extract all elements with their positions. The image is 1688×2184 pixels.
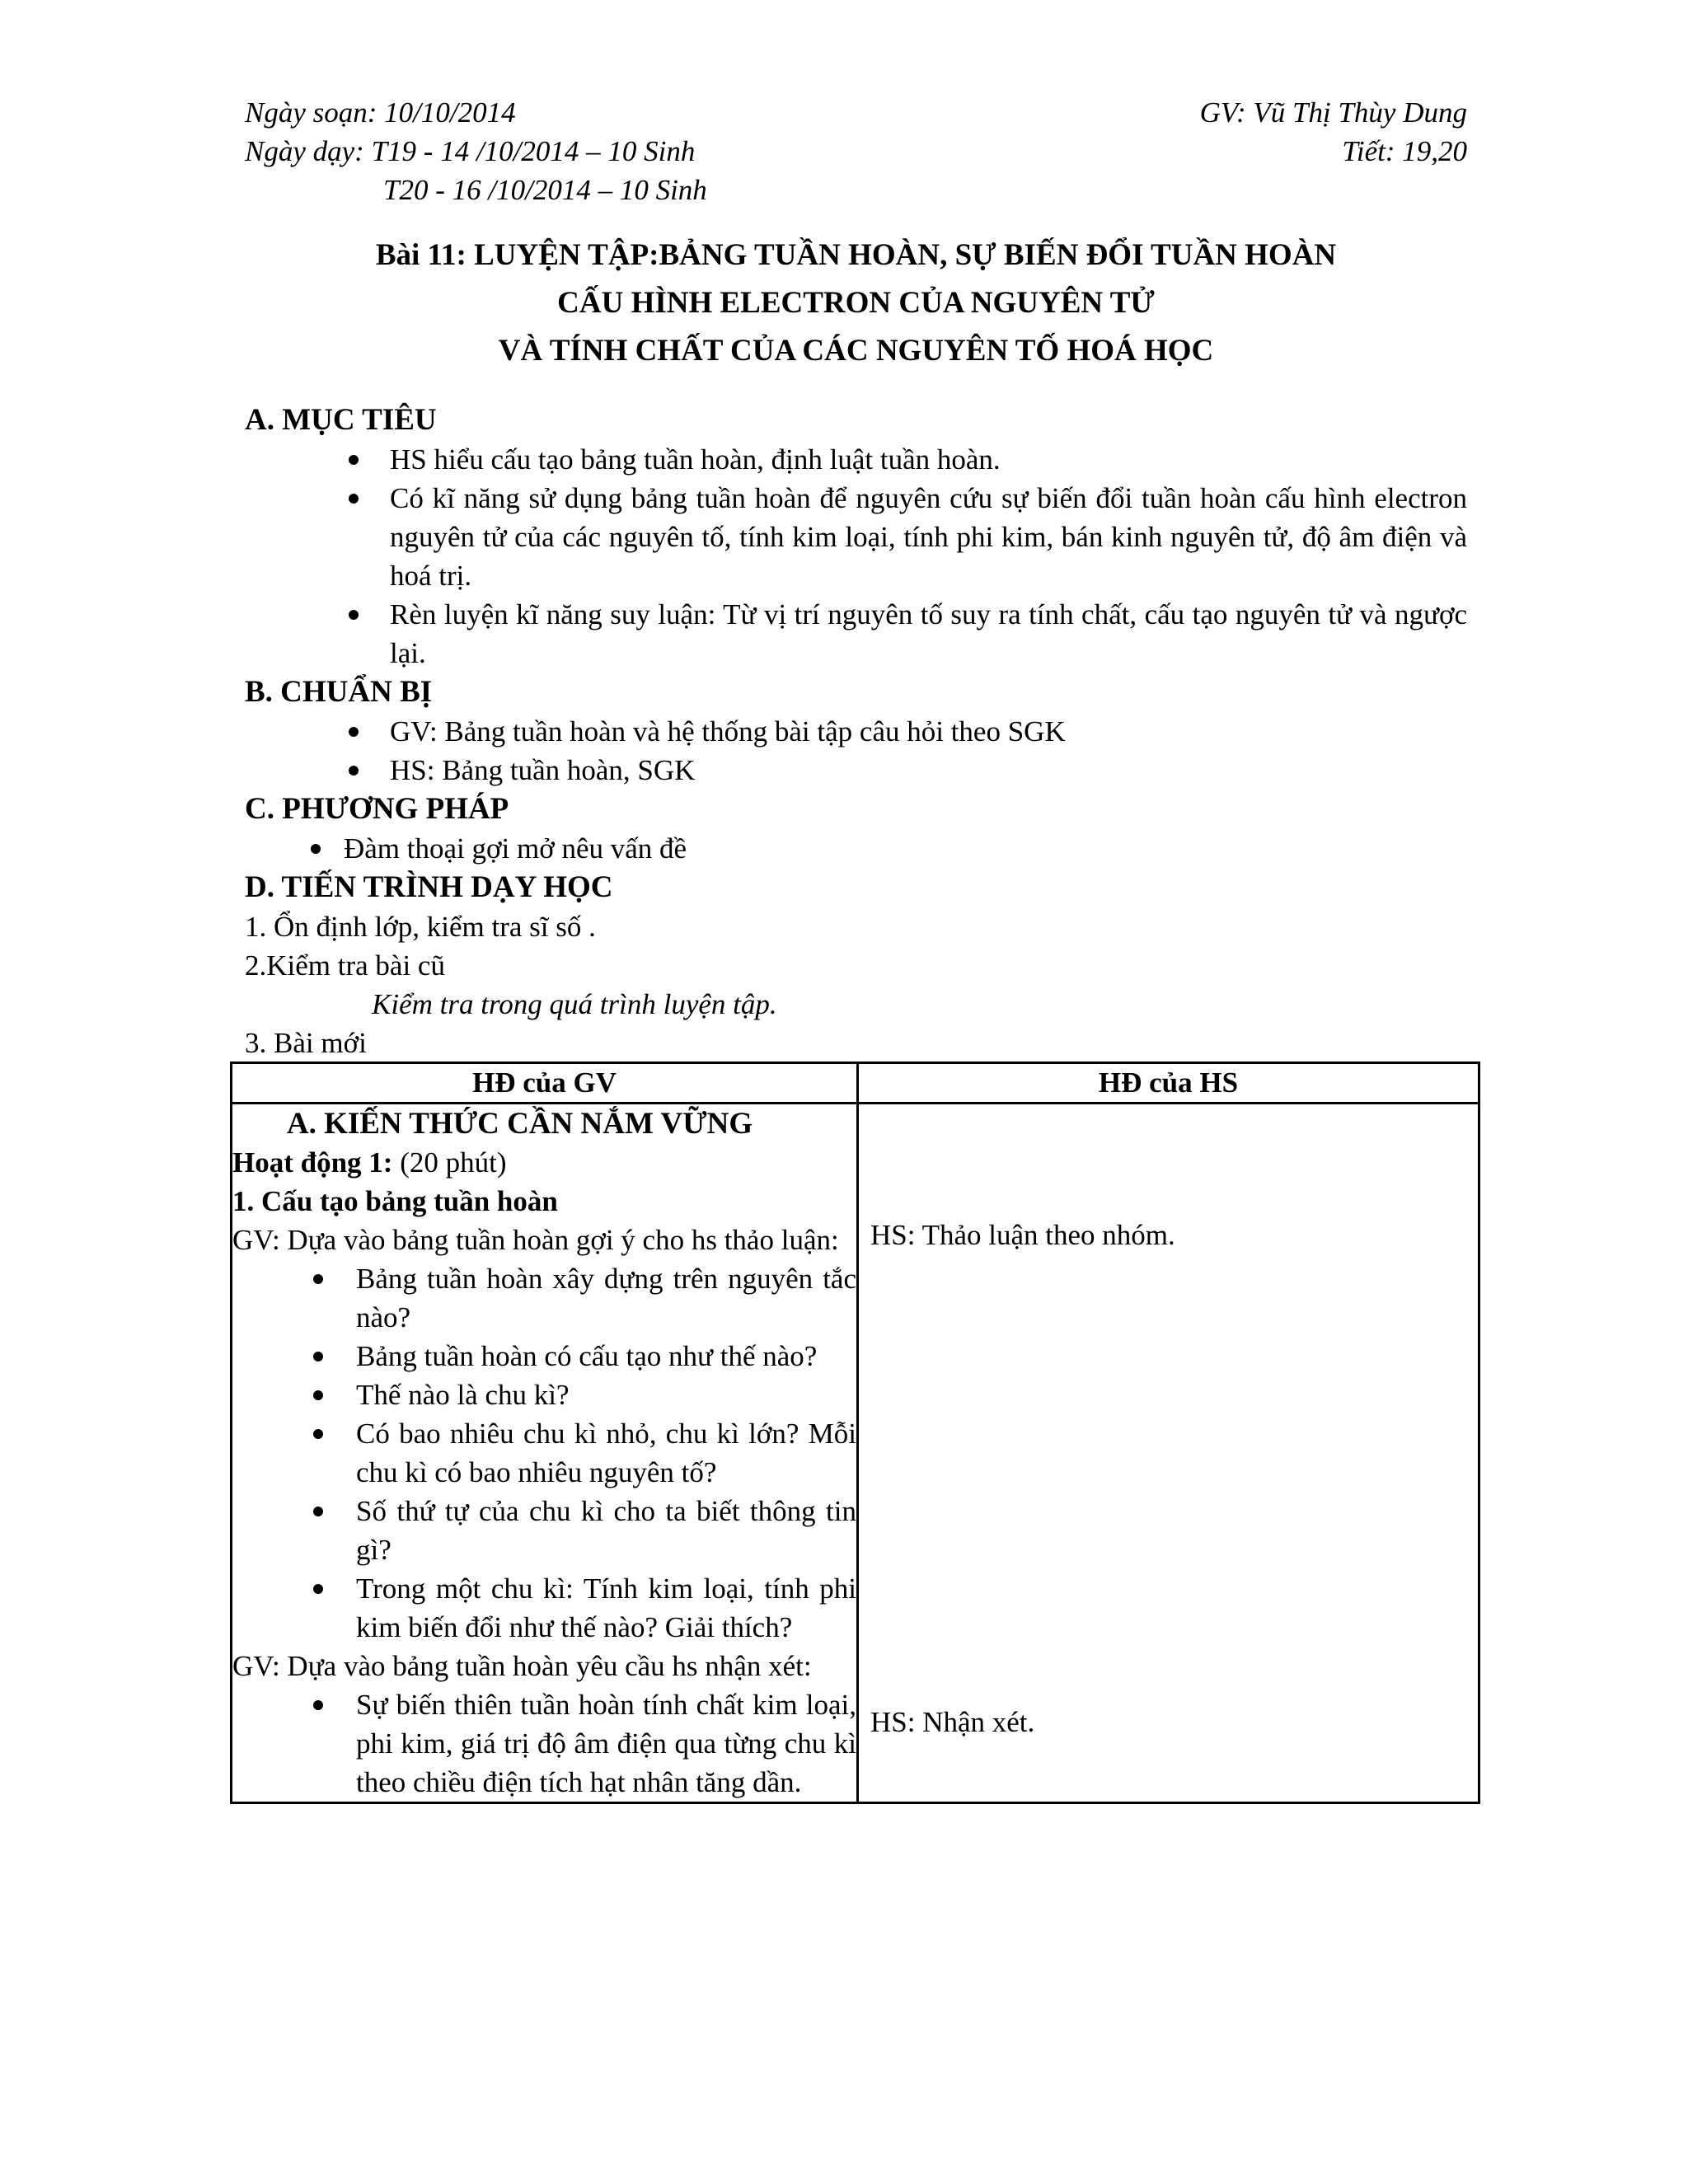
section-b-list bbox=[245, 712, 1467, 790]
section-a-item: Có kĩ năng sử dụng bảng tuần hoàn để nguyên cứu sự biến đổi tuần hoàn cấu hình electron nguyên tử của các nguyên tố, tính kim loại, tính phi kim, bán kinh nguyên tử, độ âm điện và hoá trị. bbox=[245, 479, 1467, 595]
hs-cell bbox=[858, 1104, 1479, 1803]
activity-label: Hoạt động 1: bbox=[232, 1146, 393, 1179]
ngay-day-1: Ngày dạy: T19 - 14 /10/2014 – 10 Sinh bbox=[245, 135, 696, 167]
header-left bbox=[245, 93, 707, 209]
section-b-heading: B. CHUẨN BỊ bbox=[245, 675, 433, 709]
question-item: Trong một chu kì: Tính kim loại, tính phi kim biến đổi như thế nào? Giải thích? bbox=[232, 1569, 856, 1647]
step-1: 1. Ổn định lớp, kiểm tra sĩ số . bbox=[245, 911, 596, 943]
section-d-heading: D. TIẾN TRÌNH DẠY HỌC bbox=[245, 870, 613, 904]
title-line-1: Bài 11: LUYỆN TẬP:BẢNG TUẦN HOÀN, SỰ BIẾN ĐỔI TUẦN HOÀN bbox=[375, 238, 1337, 272]
title-line-3: VÀ TÍNH CHẤT CỦA CÁC NGUYÊN TỐ HOÁ HỌC bbox=[498, 334, 1214, 368]
question-item: Bảng tuần hoàn xây dựng trên nguyên tắc nào? bbox=[232, 1259, 856, 1337]
col-header-hs: HĐ của HS bbox=[858, 1063, 1479, 1104]
lesson-body bbox=[245, 401, 1467, 1062]
section-b-item: GV: Bảng tuần hoàn và hệ thống bài tập câu hỏi theo SGK bbox=[245, 712, 1467, 751]
section-b-item: HS: Bảng tuần hoàn, SGK bbox=[245, 751, 1467, 790]
giao-vien: GV: Vũ Thị Thùy Dung bbox=[1199, 96, 1467, 129]
section-a-item: HS hiểu cấu tạo bảng tuần hoàn, định luật tuần hoàn. bbox=[245, 440, 1467, 479]
lesson-title bbox=[245, 232, 1467, 375]
gv-intro-1: GV: Dựa vào bảng tuần hoàn gợi ý cho hs thảo luận: bbox=[232, 1224, 839, 1256]
gv-intro-2: GV: Dựa vào bảng tuần hoàn yêu cầu hs nhận xét: bbox=[232, 1650, 812, 1682]
activity-time: (20 phút) bbox=[392, 1146, 507, 1179]
section-c-heading: C. PHƯƠNG PHÁP bbox=[245, 792, 509, 826]
kien-thuc-heading: A. KIẾN THỨC CẦN NẮM VỮNG bbox=[286, 1107, 753, 1141]
section-a-item: Rèn luyện kĩ năng suy luận: Từ vị trí nguyên tố suy ra tính chất, cấu tạo nguyên tử và ngược lại. bbox=[245, 595, 1467, 673]
table-row bbox=[232, 1104, 1479, 1803]
tiet: Tiết: 19,20 bbox=[1342, 135, 1467, 167]
activity-table bbox=[230, 1062, 1480, 1804]
question-list-2 bbox=[232, 1685, 856, 1802]
section-c-item-text: Đàm thoại gợi mở nêu vấn đề bbox=[344, 832, 687, 865]
step-3: 3. Bài mới bbox=[245, 1027, 367, 1059]
question-item: Thế nào là chu kì? bbox=[232, 1376, 856, 1414]
question-item: Số thứ tự của chu kì cho ta biết thông tin gì? bbox=[232, 1492, 856, 1569]
title-line-2: CẤU HÌNH ELECTRON CỦA NGUYÊN TỬ bbox=[557, 286, 1155, 320]
hs-reply-1: HS: Thảo luận theo nhóm. bbox=[870, 1219, 1175, 1251]
question-item: Bảng tuần hoàn có cấu tạo như thế nào? bbox=[232, 1337, 856, 1376]
question-item: Sự biến thiên tuần hoàn tính chất kim loại, phi kim, giá trị độ âm điện qua từng chu kì theo chiều điện tích hạt nhân tăng dần. bbox=[232, 1685, 856, 1802]
col-header-gv: HĐ của GV bbox=[232, 1063, 858, 1104]
step-2: 2.Kiểm tra bài cũ bbox=[245, 949, 445, 982]
section-a-list bbox=[245, 440, 1467, 673]
ngay-day-2: T20 - 16 /10/2014 – 10 Sinh bbox=[383, 174, 707, 206]
question-list-1 bbox=[232, 1259, 856, 1647]
gv-cell bbox=[232, 1104, 858, 1803]
step-2-note: Kiểm tra trong quá trình luyện tập. bbox=[372, 988, 777, 1020]
header-right bbox=[1200, 93, 1467, 171]
hs-reply-2: HS: Nhận xét. bbox=[870, 1706, 1035, 1738]
subheading: 1. Cấu tạo bảng tuần hoàn bbox=[232, 1185, 558, 1217]
ngay-soan: Ngày soạn: 10/10/2014 bbox=[245, 96, 516, 129]
activity-line bbox=[232, 1143, 856, 1182]
section-c-item bbox=[245, 829, 1467, 868]
table-header-row bbox=[232, 1063, 1479, 1104]
section-a-heading: A. MỤC TIÊU bbox=[245, 403, 437, 437]
section-c-list bbox=[245, 829, 1467, 868]
question-item: Có bao nhiêu chu kì nhỏ, chu kì lớn? Mỗi chu kì có bao nhiêu nguyên tố? bbox=[232, 1414, 856, 1492]
